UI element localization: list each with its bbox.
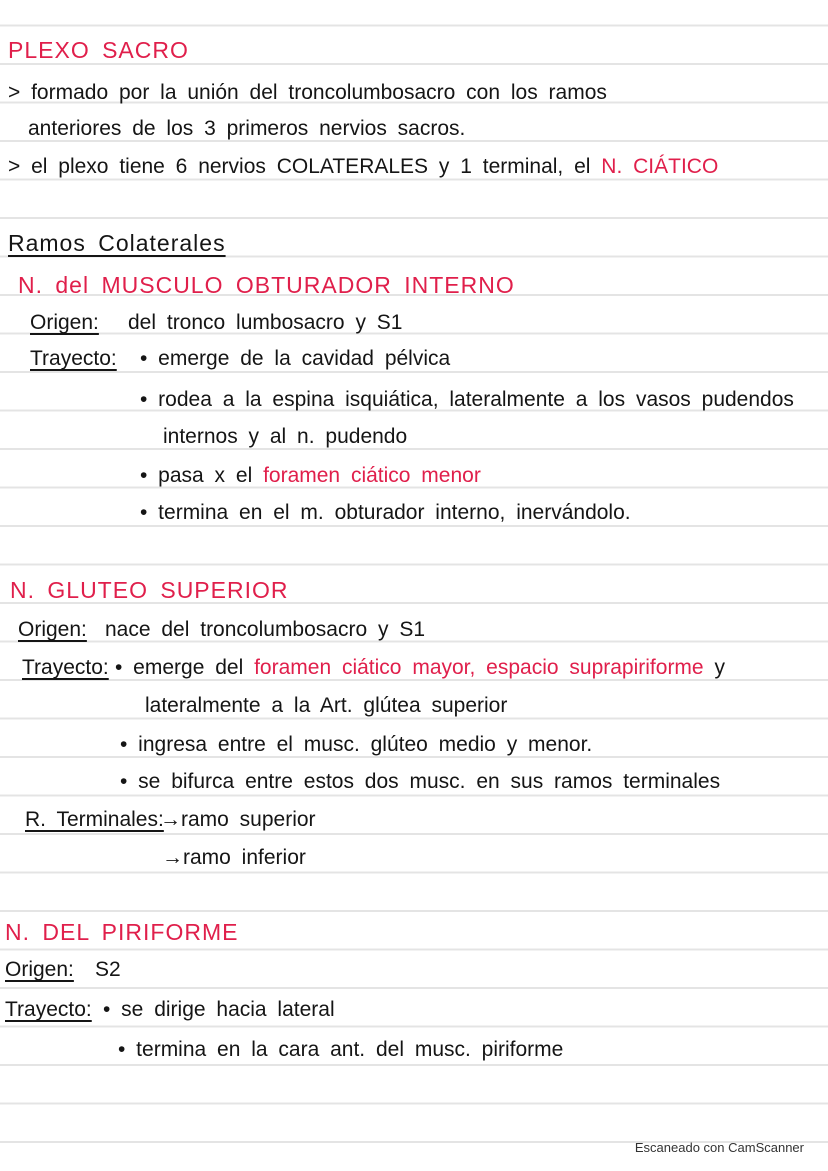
trayecto-item bbox=[140, 463, 481, 489]
piriforme-title: N. DEL PIRIFORME bbox=[5, 919, 239, 945]
trayecto-item: • termina en la cara ant. del musc. piriforme bbox=[118, 1038, 564, 1061]
trayecto-text: • emerge del bbox=[115, 656, 255, 679]
origen-value: del tronco lumbosacro y S1 bbox=[128, 311, 403, 334]
intro-line: > formado por la unión del troncolumbosacro con los ramos bbox=[8, 81, 607, 104]
trayecto-item: lateralmente a la Art. glútea superior bbox=[145, 694, 508, 717]
intro-line: anteriores de los 3 primeros nervios sacros. bbox=[28, 117, 466, 140]
intro-line bbox=[8, 154, 718, 180]
highlight-foramen: foramen ciático mayor, espacio suprapiriforme bbox=[254, 656, 704, 679]
origen-value: nace del troncolumbosacro y S1 bbox=[105, 618, 425, 641]
highlight-ciatico: N. CIÁTICO bbox=[601, 155, 719, 178]
trayecto-item: • ingresa entre el musc. glúteo medio y menor. bbox=[120, 733, 593, 756]
section-title: Ramos Colaterales bbox=[8, 230, 226, 256]
trayecto-item: internos y al n. pudendo bbox=[163, 425, 408, 448]
trayecto-label: Trayecto: bbox=[5, 998, 92, 1021]
highlight-foramen: foramen ciático menor bbox=[263, 464, 481, 487]
terminal-item: →ramo inferior bbox=[162, 846, 306, 869]
obturador-title: N. del MUSCULO OBTURADOR INTERNO bbox=[18, 272, 515, 298]
trayecto-label: Trayecto: bbox=[22, 656, 109, 679]
origen-label: Origen: bbox=[30, 311, 99, 334]
trayecto-item: • termina en el m. obturador interno, inervándolo. bbox=[140, 501, 631, 524]
trayecto-label: Trayecto: bbox=[30, 347, 117, 370]
trayecto-item: • se dirige hacia lateral bbox=[103, 998, 335, 1021]
trayecto-item bbox=[115, 655, 725, 681]
trayecto-item: • rodea a la espina isquiática, lateralmente a los vasos pudendos bbox=[140, 388, 794, 411]
origen-value: S2 bbox=[95, 958, 121, 981]
origen-label: Origen: bbox=[18, 618, 87, 641]
scanner-watermark: Escaneado con CamScanner bbox=[634, 1140, 804, 1155]
trayecto-item: • emerge de la cavidad pélvica bbox=[140, 347, 451, 370]
trayecto-text: • pasa x el bbox=[140, 464, 264, 487]
page-title: PLEXO SACRO bbox=[8, 37, 189, 63]
terminales-label: R. Terminales: bbox=[25, 808, 164, 831]
trayecto-item: • se bifurca entre estos dos musc. en sus ramos terminales bbox=[120, 770, 721, 793]
intro-text: > el plexo tiene 6 nervios COLATERALES y 1 terminal, el bbox=[8, 155, 602, 178]
trayecto-text: y bbox=[703, 656, 725, 679]
terminal-item: →ramo superior bbox=[160, 808, 316, 831]
gluteo-title: N. GLUTEO SUPERIOR bbox=[10, 577, 289, 603]
origen-label: Origen: bbox=[5, 958, 74, 981]
